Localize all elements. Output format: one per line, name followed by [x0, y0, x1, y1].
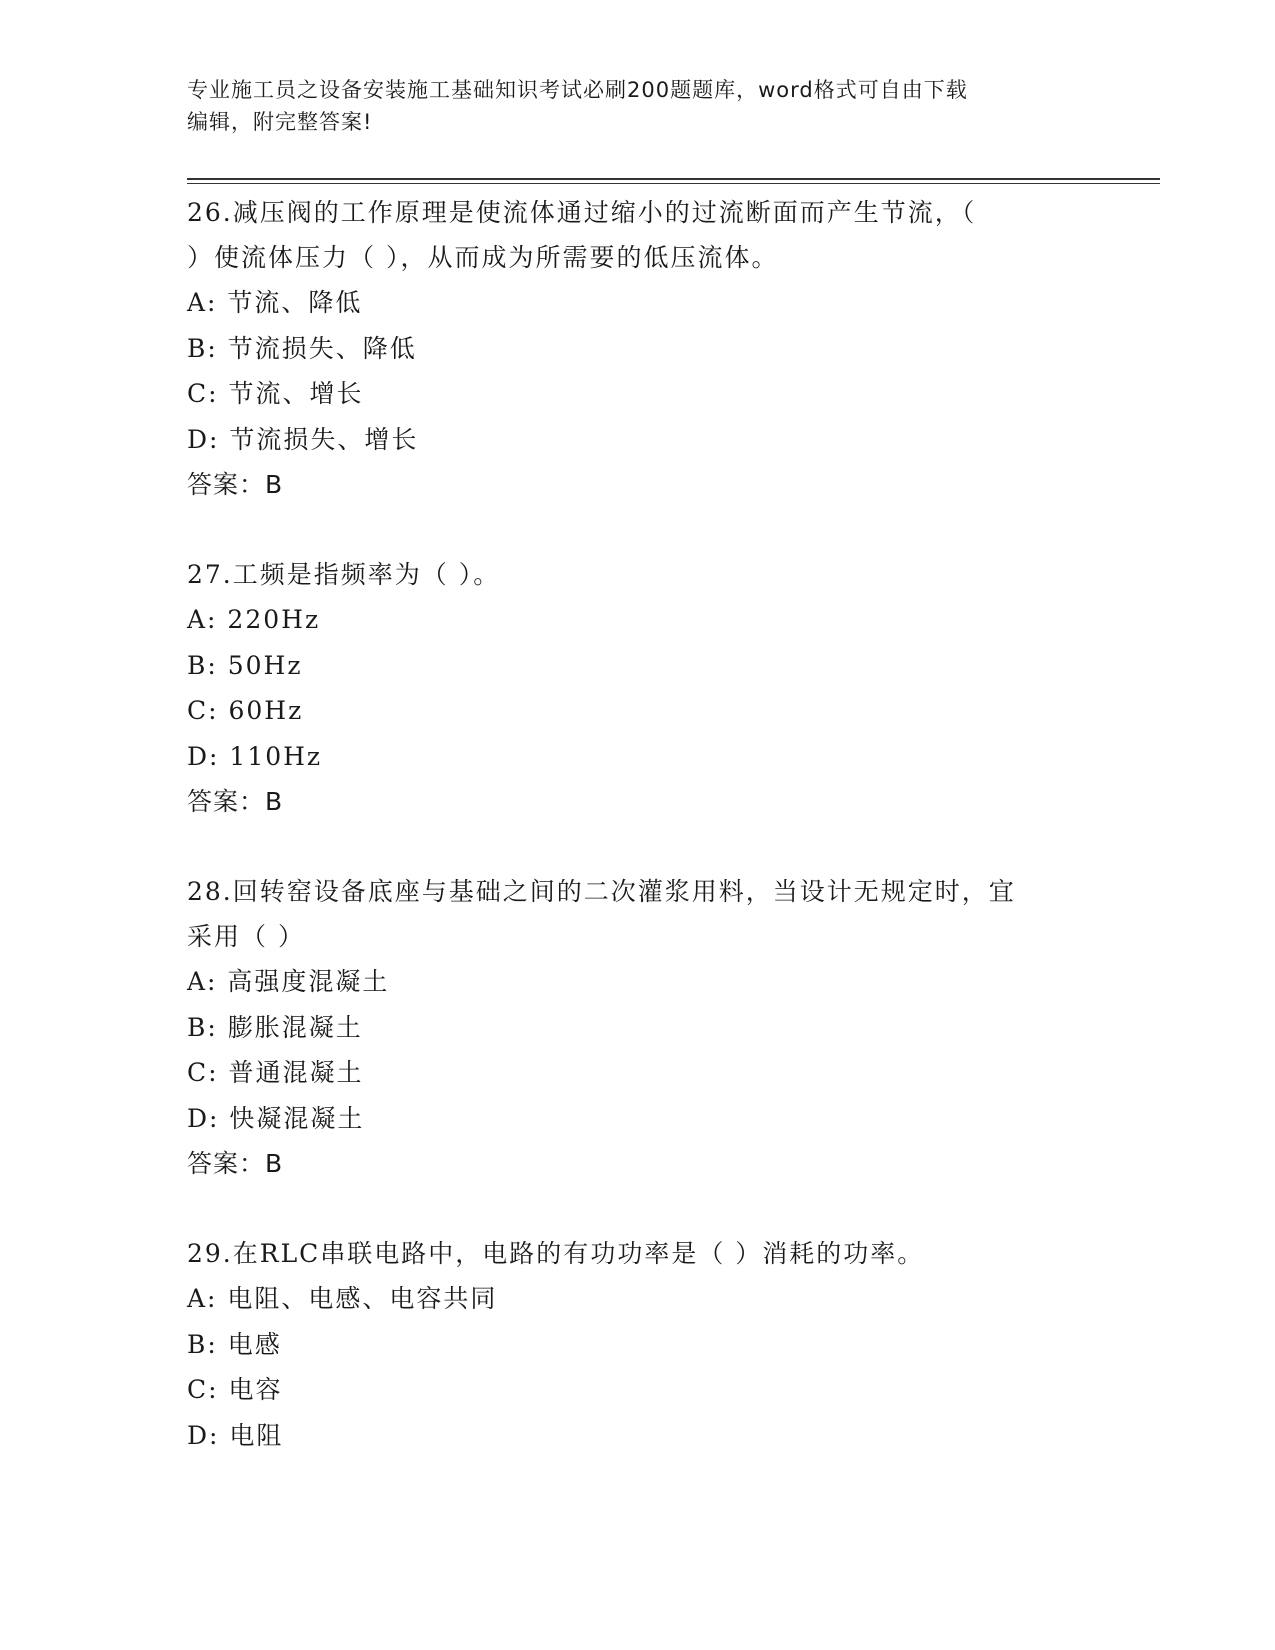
- answer: 答案：B: [187, 1149, 284, 1178]
- question-text: 28.回转窑设备底座与基础之间的二次灌浆用料，当设计无规定时，宜: [187, 877, 1016, 906]
- option-a: A: 电阻、电感、电容共同: [187, 1284, 498, 1313]
- option-b: B: 膨胀混凝土: [187, 1012, 363, 1042]
- option-c: C: 普通混凝土: [187, 1058, 364, 1087]
- option-c: C: 60Hz: [187, 696, 304, 725]
- option-a: A: 节流、降低: [187, 288, 363, 317]
- question-text: 27.工频是指频率为（ ）。: [187, 560, 501, 589]
- question-27: [187, 552, 1087, 824]
- answer: 答案：B: [187, 787, 284, 816]
- option-d: D: 110Hz: [187, 741, 323, 771]
- option-c: C: 电容: [187, 1375, 283, 1404]
- spacer: [187, 507, 1087, 552]
- question-text-continued: ）使流体压力（ ），从而成为所需要的低压流体。: [187, 243, 779, 272]
- question-list: [187, 190, 1087, 1458]
- question-text: 26.减压阀的工作原理是使流体通过缩小的过流断面而产生节流，（: [187, 198, 977, 227]
- header-line-2: 编辑，附完整答案!: [187, 110, 373, 134]
- option-b: B: 节流损失、降低: [187, 333, 417, 363]
- spacer: [187, 1186, 1087, 1231]
- option-d: D: 节流损失、增长: [187, 424, 419, 454]
- spacer: [187, 824, 1087, 869]
- option-a: A: 220Hz: [187, 605, 321, 634]
- document-header: [187, 74, 1087, 138]
- option-d: D: 快凝混凝土: [187, 1103, 365, 1133]
- answer: 答案：B: [187, 470, 284, 499]
- question-text-continued: 采用（ ）: [187, 922, 305, 951]
- option-b: B: 电感: [187, 1329, 282, 1359]
- option-d: D: 电阻: [187, 1420, 284, 1450]
- question-26: [187, 190, 1087, 507]
- question-text: 29.在RLC串联电路中，电路的有功功率是（ ）消耗的功率。: [187, 1239, 925, 1268]
- header-divider-thick: [187, 178, 1160, 180]
- option-a: A: 高强度混凝土: [187, 967, 390, 996]
- question-28: [187, 869, 1087, 1186]
- header-divider-thin: [187, 183, 1160, 184]
- option-c: C: 节流、增长: [187, 379, 364, 408]
- header-line-1: 专业施工员之设备安装施工基础知识考试必刷200题题库，word格式可自由下载: [187, 78, 968, 102]
- question-29: [187, 1231, 1087, 1458]
- option-b: B: 50Hz: [187, 650, 303, 680]
